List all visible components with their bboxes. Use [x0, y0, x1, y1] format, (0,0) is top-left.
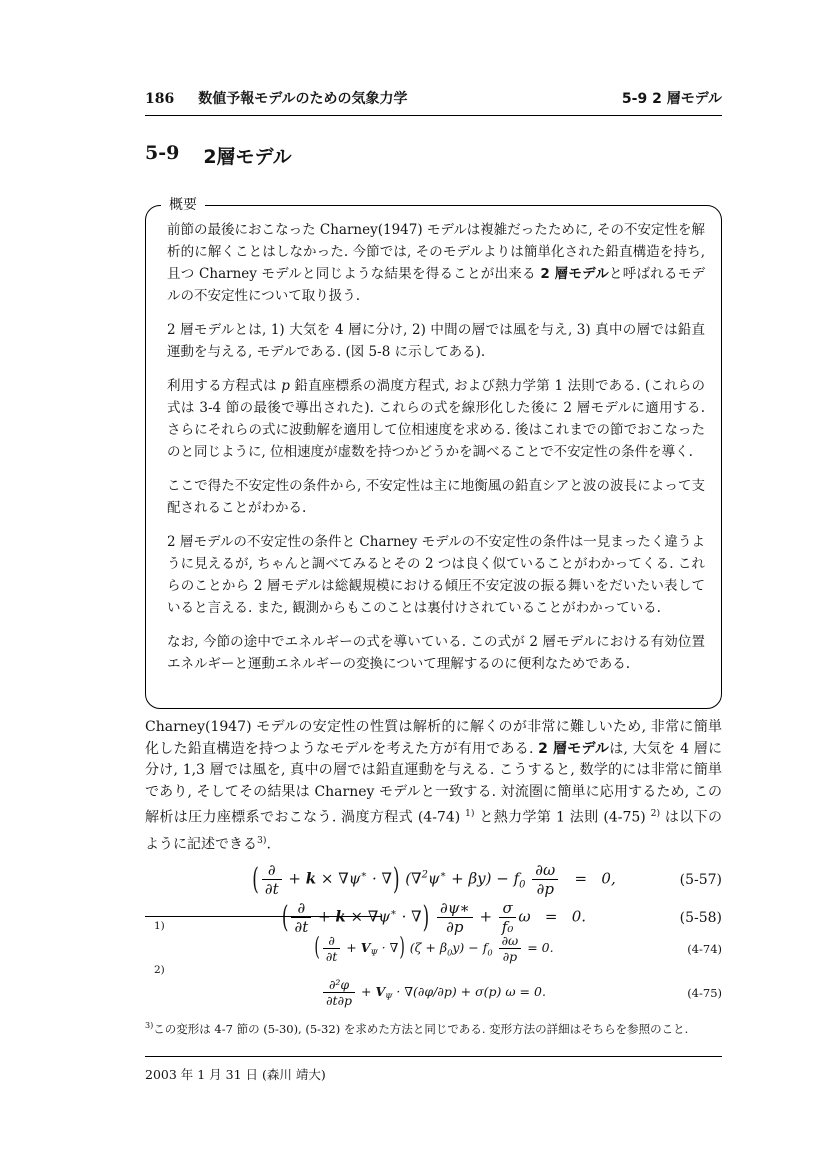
running-title-right: 5-9 2 層モデル: [621, 91, 722, 107]
footnote-3: [145, 1018, 722, 1037]
overview-box-label: 概要: [161, 196, 205, 215]
equation-number-5-58: (5-58): [679, 909, 722, 926]
footnote-area: [145, 916, 722, 1037]
equation-5-57-content: ( $\frac{\partial}{\partial t}$ + k × ∇ψ∗ · ∇) $(\nabla^2\psi^∗ + \beta y) - f_0$ $\frac{\partial\omega}{\partial p}$ = 0,: [252, 859, 616, 899]
overview-paragraph: なお, 今節の途中でエネルギーの式を導いている. この式が 2 層モデルにおける有効位置エネルギーと運動エネルギーの変換について理解するのに便利なためである.: [167, 634, 705, 672]
section-heading: [145, 142, 292, 169]
section-title: 2層モデル: [203, 146, 292, 168]
running-title-left: 数値予報モデルのための気象力学: [198, 91, 408, 107]
section-number: 5-9: [145, 142, 180, 164]
footnote-2-marker: 2): [154, 964, 165, 976]
overview-paragraph: 利用する方程式は p 鉛直座標系の渦度方程式, および熱力学第 1 法則である. (これらの式は 3-4 節の最後で導出された). これらの式を線形化した後に 2 層モデルに適用する. さらにそれらの式に波動解を適用して位相速度を求める. 後はこれまでの節でおこなったのと同じように, 位相速度が虚数を持つかどうかを調べることで不安定性の条件を導く.: [167, 378, 705, 460]
page-number: 186: [145, 91, 175, 107]
main-text-column: [145, 717, 722, 937]
running-header: [145, 88, 722, 116]
overview-paragraph: ここで得た不安定性の条件から, 不安定性は主に地衡風の鉛直シアと波の波長によって支配されることがわかる.: [167, 478, 705, 516]
footnote-3-text: この変形は 4-7 節の (5-30), (5-32) を求めた方法と同じである. 変形方法の詳細はそちらを参照のこと.: [153, 1021, 689, 1036]
equation-number-4-74: (4-74): [687, 941, 722, 956]
footnote-equation-4-74: [145, 933, 722, 964]
equation-5-58-content: ( $\frac{\partial}{\partial t}$ + k × ∇ψ∗ · ∇) $\frac{\partial\psi∗}{\partial p}$ + $\frac{\sigma}{\text{f₀}}$ ω = 0.: [281, 897, 587, 937]
footnote-rule: [145, 916, 381, 917]
overview-paragraph: 2 層モデルとは, 1) 大気を 4 層に分け, 2) 中間の層では風を与え, 3) 真中の層では鉛直運動を与える, モデルである. (図 5-8 に示してある).: [167, 322, 705, 360]
footnote-equation-4-75: [145, 977, 722, 1008]
footnote-1-marker: 1): [154, 920, 165, 932]
footnote-equation-4-74-content: ( $\frac{\partial}{\partial t}$ + $V_\Psi$ · ∇) $(\zeta + \beta_0y) - f_0$ $\frac{\partial\omega}{\partial p}$ = 0.: [314, 933, 554, 964]
footnote-equation-4-75-content: $\frac{\text{∂²φ}}{\partial t\partial p}$ + $V_\Psi \cdot \nabla(\partial\varphi/\partial p) + \sigma(p) \omega = 0$.: [321, 977, 546, 1008]
equation-number-4-75: (4-75): [687, 985, 722, 1000]
body-paragraph: Charney(1947) モデルの安定性の性質は解析的に解くのが非常に難しいため, 非常に簡単化した鉛直構造を持つようなモデルを考えた方が有用である. 2 層モデルは, 大気を 4 層に分け, 1,3 層では風を, 真中の層では鉛直運動を与える. こうすると, 数学的には非常に簡単であり, そしてその結果は Charney モデルと一致する. 対流圏に簡単に応用するため, この解析は圧力座標系でおこなう. 渦度方程式 (4-74) $^{1)}$ と熱力学第 1 法則 (4-75) $^{2)}$ は以下のように記述できる$^{3)}$.: [145, 719, 722, 853]
overview-paragraph: 2 層モデルの不安定性の条件と Charney モデルの不安定性の条件は一見まったく違うように見えるが, ちゃんと調べてみるとその 2 つは良く似ていることがわかってくる. これらのことから 2 層モデルは総観規模における傾圧不安定波の振る舞いをだいたい表していると言える. また, 観測からもこのことは裏付けされていることがわかっている.: [167, 534, 705, 616]
equation-number-5-57: (5-57): [679, 871, 722, 888]
overview-paragraph: 前節の最後におこなった Charney(1947) モデルは複雑だったために, その不安定性を解析的に解くことはしなかった. 今節では, そのモデルよりは簡単化された鉛直構造を持ち, 且つ Charney モデルと同じような結果を得ることが出来る 2 層モデルと呼ばれるモデルの不安定性について取り扱う.: [167, 222, 706, 304]
equation-5-57: [145, 861, 722, 899]
overview-box: [145, 197, 722, 709]
footnote-3-marker: 3): [145, 1021, 154, 1030]
page-footer: [145, 1056, 722, 1083]
footer-dateline: 2003 年 1 月 31 日 (森川 靖大): [145, 1067, 326, 1082]
